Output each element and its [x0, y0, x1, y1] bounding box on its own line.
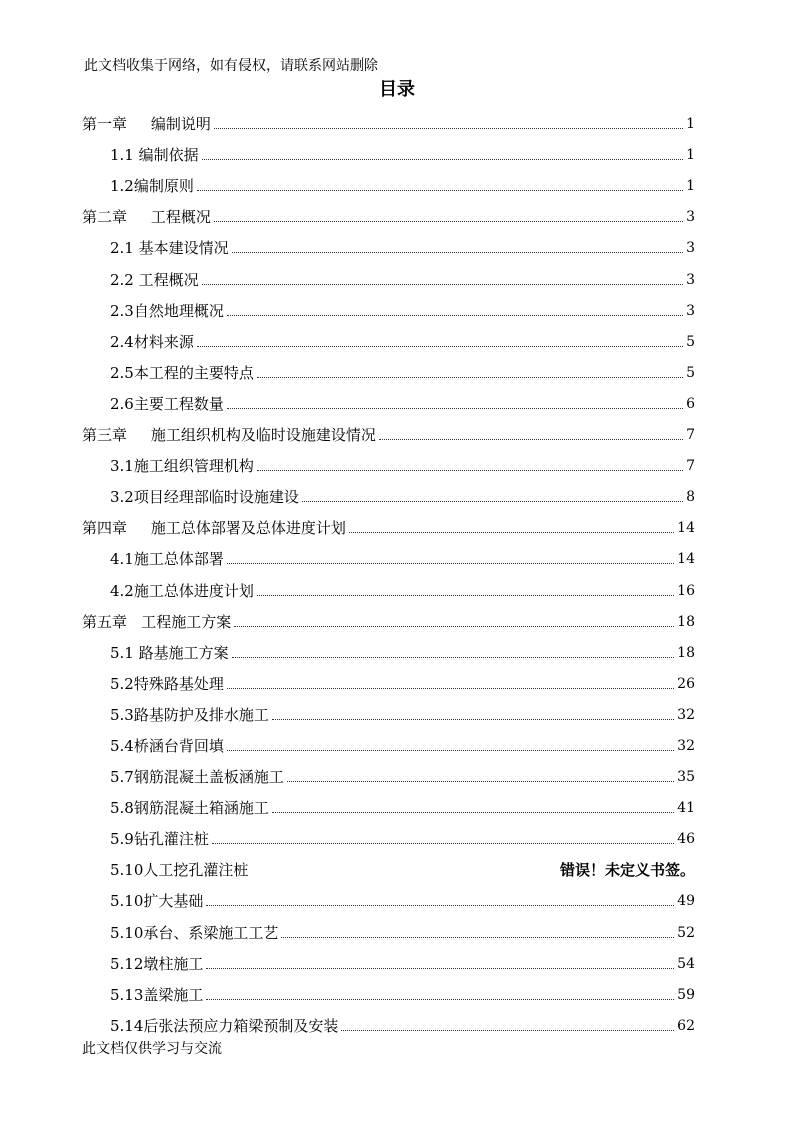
toc-page-number: 26	[677, 675, 695, 692]
toc-section-entry[interactable]	[82, 386, 695, 417]
toc-dot-leader	[197, 345, 683, 347]
toc-entry-label: 5.10承台、系梁施工工艺	[110, 923, 279, 942]
toc-dot-leader	[302, 500, 683, 502]
toc-page-number: 7	[686, 458, 695, 475]
toc-page-number: 1	[686, 147, 695, 164]
toc-entry-label: 5.14后张法预应力箱梁预制及安装	[110, 1016, 339, 1035]
toc-entry-label: 5.4桥涵台背回填	[110, 736, 224, 755]
toc-page-number: 3	[686, 240, 695, 257]
toc-dot-leader	[379, 438, 683, 440]
toc-dot-leader	[227, 687, 674, 689]
toc-section-entry[interactable]	[82, 852, 695, 883]
toc-entry-label: 2.5本工程的主要特点	[110, 363, 254, 382]
toc-page-number: 8	[686, 489, 695, 506]
toc-dot-leader	[232, 656, 675, 658]
toc-entry-label: 2.2 工程概况	[110, 270, 199, 289]
toc-entry-label: 1.1 编制依据	[110, 146, 199, 165]
toc-section-entry[interactable]	[82, 977, 695, 1008]
toc-dot-leader	[202, 283, 683, 285]
toc-page-number: 7	[686, 427, 695, 444]
toc-entry-label: 4.1施工总体部署	[110, 550, 224, 569]
toc-dot-leader	[281, 936, 674, 938]
toc-page-number: 16	[677, 582, 695, 599]
toc-dot-leader	[257, 469, 683, 471]
toc-dot-leader	[206, 998, 674, 1000]
toc-dot-leader	[227, 562, 674, 564]
toc-page-number: 1	[686, 116, 695, 133]
toc-chapter-entry[interactable]	[82, 510, 695, 541]
toc-entry-label: 5.8钢筋混凝土箱涵施工	[110, 799, 269, 818]
toc-page-number: 54	[677, 955, 695, 972]
toc-entry-label: 2.4材料来源	[110, 332, 194, 351]
toc-dot-leader	[227, 314, 683, 316]
toc-page-number: 14	[677, 551, 695, 568]
toc-page-number: 14	[677, 520, 695, 537]
toc-entry-label: 5.2特殊路基处理	[110, 674, 224, 693]
toc-dot-leader	[272, 718, 674, 720]
toc-section-entry[interactable]	[82, 261, 695, 292]
toc-dot-leader	[206, 904, 674, 906]
toc-entry-label: 2.3自然地理概况	[110, 301, 224, 320]
toc-dot-leader	[232, 251, 683, 253]
toc-section-entry[interactable]	[82, 821, 695, 852]
toc-entry-label: 2.1 基本建设情况	[110, 239, 229, 258]
toc-page-number: 18	[677, 644, 695, 661]
toc-entry-label: 第四章 施工总体部署及总体进度计划	[82, 519, 346, 538]
toc-section-entry[interactable]	[82, 666, 695, 697]
toc-section-entry[interactable]	[82, 541, 695, 572]
toc-section-entry[interactable]	[82, 479, 695, 510]
toc-dot-leader	[341, 1029, 674, 1031]
footer-note: 此文档仅供学习与交流	[82, 1041, 222, 1057]
toc-page-number: 1	[686, 178, 695, 195]
toc-entry-label: 3.2项目经理部临时设施建设	[110, 488, 299, 507]
toc-entry-label: 第三章 施工组织机构及临时设施建设情况	[82, 426, 376, 445]
toc-page-number: 18	[677, 613, 695, 630]
toc-entry-label: 5.12墩柱施工	[110, 954, 204, 973]
toc-entry-label: 5.9钻孔灌注桩	[110, 830, 209, 849]
toc-section-entry[interactable]	[82, 137, 695, 168]
toc-dot-leader	[287, 780, 674, 782]
toc-section-entry[interactable]	[82, 168, 695, 199]
toc-section-entry[interactable]	[82, 759, 695, 790]
toc-page-number: 5	[686, 333, 695, 350]
toc-page-number: 3	[686, 271, 695, 288]
toc-dot-leader	[206, 967, 674, 969]
toc-entry-label: 5.13盖梁施工	[110, 985, 204, 1004]
toc-entry-label: 5.1 路基施工方案	[110, 643, 229, 662]
toc-section-entry[interactable]	[82, 728, 695, 759]
toc-page-number: 3	[686, 209, 695, 226]
toc-entry-label: 第五章 工程施工方案	[82, 612, 232, 631]
toc-chapter-entry[interactable]	[82, 106, 695, 137]
toc-section-entry[interactable]	[82, 946, 695, 977]
toc-page-number: 52	[677, 924, 695, 941]
toc-section-entry[interactable]	[82, 572, 695, 603]
toc-chapter-entry[interactable]	[82, 417, 695, 448]
header-disclaimer: 此文档收集于网络，如有侵权，请联系网站删除	[84, 58, 378, 74]
toc-section-entry[interactable]	[82, 230, 695, 261]
toc-dot-leader	[202, 158, 683, 160]
toc-dot-leader	[257, 594, 674, 596]
toc-page-number: 41	[677, 800, 695, 817]
toc-section-entry[interactable]	[82, 1008, 695, 1039]
toc-chapter-entry[interactable]	[82, 199, 695, 230]
toc-entry-label: 2.6主要工程数量	[110, 394, 224, 413]
toc-entry-label: 5.10扩大基础	[110, 892, 204, 911]
toc-page-number: 46	[677, 831, 695, 848]
toc-entry-label: 第二章 工程概况	[82, 208, 211, 227]
toc-entry-label: 3.1施工组织管理机构	[110, 457, 254, 476]
toc-dot-leader	[212, 842, 674, 844]
toc-section-entry[interactable]	[82, 914, 695, 945]
toc-entry-label: 5.3路基防护及排水施工	[110, 705, 269, 724]
toc-page-number: 32	[677, 706, 695, 723]
toc-dot-leader	[257, 376, 683, 378]
toc-entry-label: 5.7钢筋混凝土盖板涵施工	[110, 768, 284, 787]
toc-page-number: 3	[686, 302, 695, 319]
toc-page-number: 5	[686, 364, 695, 381]
toc-page-number: 49	[677, 893, 695, 910]
toc-section-entry[interactable]	[82, 355, 695, 386]
toc-error-message: 错误！未定义书签。	[559, 861, 695, 880]
toc-section-entry[interactable]	[82, 448, 695, 479]
toc-title: 目录	[379, 79, 415, 100]
toc-page-number: 59	[677, 986, 695, 1003]
toc-section-entry[interactable]	[82, 293, 695, 324]
toc-page-number: 62	[677, 1017, 695, 1034]
toc-dot-leader	[272, 811, 674, 813]
toc-dot-leader	[349, 531, 674, 533]
toc-page-number: 6	[686, 395, 695, 412]
toc-dot-leader	[227, 407, 683, 409]
toc-chapter-entry[interactable]	[82, 604, 695, 635]
toc-section-entry[interactable]	[82, 883, 695, 914]
toc-dot-leader	[214, 220, 683, 222]
toc-entry-label: 5.10人工挖孔灌注桩	[110, 861, 249, 880]
toc-entry-label: 1.2编制原则	[110, 177, 194, 196]
toc-dot-leader	[214, 127, 683, 129]
toc-section-entry[interactable]	[82, 697, 695, 728]
toc-section-entry[interactable]	[82, 635, 695, 666]
toc-page-number: 32	[677, 737, 695, 754]
toc-entry-label: 4.2施工总体进度计划	[110, 581, 254, 600]
table-of-contents	[82, 106, 695, 1039]
toc-dot-leader	[227, 749, 674, 751]
toc-entry-label: 第一章 编制说明	[82, 115, 211, 134]
toc-page-number: 35	[677, 769, 695, 786]
toc-section-entry[interactable]	[82, 324, 695, 355]
toc-dot-leader	[234, 625, 674, 627]
toc-section-entry[interactable]	[82, 790, 695, 821]
toc-dot-leader	[197, 189, 683, 191]
